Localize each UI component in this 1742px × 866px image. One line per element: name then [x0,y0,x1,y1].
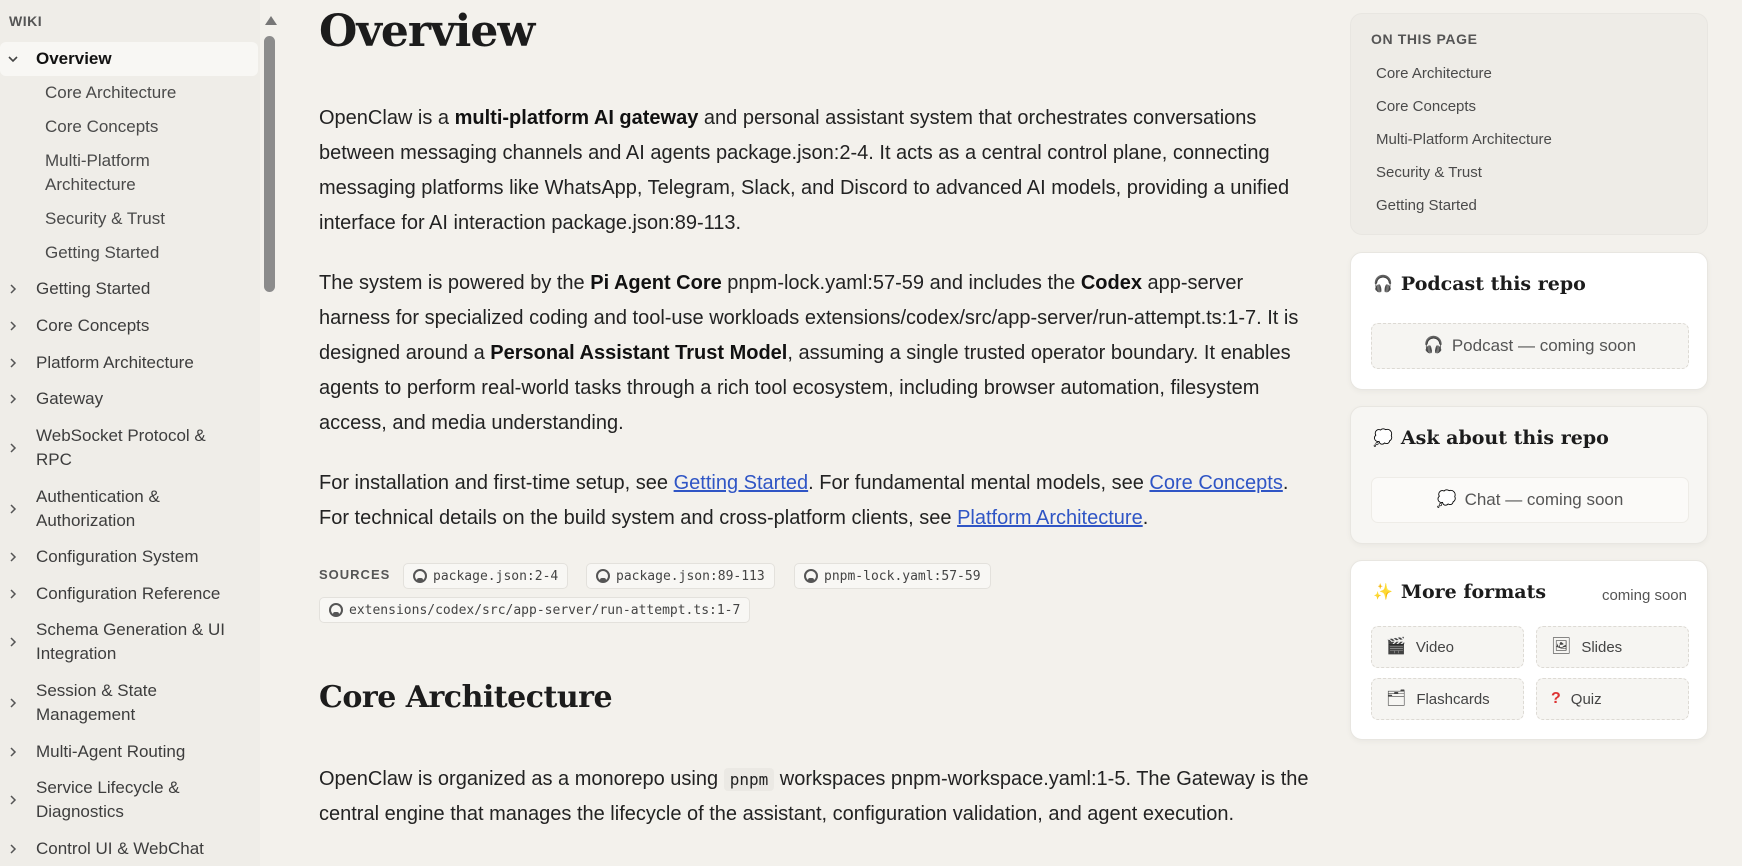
sidebar-item-gateway[interactable] [0,387,260,411]
sidebar-item-label: Platform Architecture [36,353,194,372]
source-chip[interactable]: pnpm-lock.yaml:57-59 [794,563,991,589]
sidebar-subitem-getting-started[interactable]: Getting Started [45,243,160,262]
scroll-up-arrow-icon[interactable] [265,16,277,25]
sidebar-item-label: Configuration System [36,547,199,566]
sidebar-item-overview[interactable] [0,42,258,76]
picture-icon: 🖼 [1551,638,1572,655]
source-chip[interactable]: package.json:89-113 [586,563,775,589]
link-getting-started[interactable]: Getting Started [673,472,809,494]
sidebar-item-label: Getting Started [36,279,151,298]
folder-icon: 🗂 [1386,690,1407,707]
chevron-right-icon [6,502,20,516]
sidebar-item-label: Multi-Agent Routing [36,742,186,761]
chevron-right-icon [6,441,20,455]
sidebar-item-getting-started[interactable] [0,277,260,301]
chevron-right-icon [6,793,20,807]
github-icon [596,569,610,583]
sidebar-item-core-concepts[interactable] [0,314,260,338]
main-content [319,0,1319,866]
source-chip[interactable]: package.json:2-4 [403,563,568,589]
source-chip[interactable]: extensions/codex/src/app-server/run-attempt.ts:1-7 [319,597,750,623]
ask-card [1350,406,1708,544]
sidebar-subitem-core-concepts[interactable]: Core Concepts [45,117,159,136]
toc-item-multi-platform-architecture[interactable]: Multi-Platform Architecture [1376,131,1552,148]
scrollbar-thumb[interactable] [264,36,275,292]
sidebar-item-label: Service Lifecycle & Diagnostics [36,778,180,821]
flashcards-button[interactable]: 🗂 Flashcards [1371,678,1524,720]
headphones-icon: 🎧 [1423,337,1444,354]
podcast-button[interactable]: 🎧 Podcast — coming soon [1371,323,1689,369]
toc-title: ON THIS PAGE [1371,31,1478,47]
formats-status: coming soon [1601,587,1687,604]
link-core-concepts[interactable]: Core Concepts [1149,472,1283,494]
chevron-right-icon [6,587,20,601]
inline-code: pnpm [724,768,775,791]
page-title: Overview [319,6,535,57]
links-paragraph: For installation and first-time setup, see Getting Started. For fundamental mental models, see Core Concepts. For technical details on the build system and cross-platform clients, see Platform Architecture. [319,472,1289,529]
sidebar-heading: WIKI [9,13,43,29]
speech-bubble-icon: 💭 [1373,428,1393,447]
system-paragraph: The system is powered by the Pi Agent Core pnpm-lock.yaml:57-59 and includes the Codex app-server harness for specialized coding and tool-use workloads extensions/codex/src/app-server/run-attempt.ts:1-7. It is designed around a Personal Assistant Trust Model, assuming a single trusted operator boundary. It enables agents to perform real-world tasks through a rich tool ecosystem, including browser automation, filesystem access, and media understanding. [319,272,1299,434]
speech-bubble-icon: 💭 [1436,491,1457,508]
github-icon [413,569,427,583]
chat-button[interactable]: 💭 Chat — coming soon [1371,477,1689,523]
headphones-icon: 🎧 [1373,274,1393,293]
sidebar-item-label: Schema Generation & UI Integration [36,620,225,663]
video-button[interactable]: 🎬 Video [1371,626,1524,668]
sidebar-item-label: Authentication & Authorization [36,487,160,530]
toc-item-core-concepts[interactable]: Core Concepts [1376,98,1477,115]
github-icon [804,569,818,583]
sources-label: SOURCES [319,567,391,582]
chevron-right-icon [6,392,20,406]
question-mark-icon: ? [1551,690,1561,707]
sidebar-item-authentication[interactable] [0,485,260,533]
sidebar-item-label: Overview [36,49,112,68]
quiz-button[interactable]: ? Quiz [1536,678,1689,720]
sidebar-item-session-state[interactable] [0,679,260,727]
sidebar-item-label: Control UI & WebChat [36,839,204,858]
more-formats-card [1350,560,1708,740]
podcast-card [1350,252,1708,390]
sidebar-item-websocket-protocol[interactable] [0,424,260,472]
chevron-right-icon [6,635,20,649]
chevron-right-icon [6,356,20,370]
sidebar-item-label: Configuration Reference [36,584,221,603]
sidebar-scrollbar[interactable] [260,0,280,866]
chevron-down-icon [6,52,20,66]
right-rail [1350,0,1708,866]
sidebar-item-label: WebSocket Protocol & RPC [36,426,206,469]
chevron-right-icon [6,842,20,856]
formats-title: ✨ More formats [1373,581,1547,603]
sidebar-item-label: Gateway [36,389,104,408]
toc-item-getting-started[interactable]: Getting Started [1376,197,1477,214]
chevron-right-icon [6,550,20,564]
sidebar-item-service-lifecycle[interactable] [0,776,260,824]
chevron-right-icon [6,319,20,333]
sidebar-item-control-ui[interactable] [0,837,260,861]
section-heading-core-architecture: Core Architecture [319,680,613,715]
sidebar-item-configuration-reference[interactable] [0,582,260,606]
clapper-board-icon: 🎬 [1386,638,1406,655]
toc-item-security-trust[interactable]: Security & Trust [1376,164,1482,181]
on-this-page [1350,13,1708,235]
sidebar-subitem-core-architecture[interactable]: Core Architecture [45,83,177,102]
sidebar-item-schema-generation[interactable] [0,618,260,666]
github-icon [329,603,343,617]
ask-title: 💭 Ask about this repo [1373,427,1609,449]
chevron-right-icon [6,282,20,296]
sidebar [0,0,260,866]
architecture-paragraph: OpenClaw is organized as a monorepo using pnpm workspaces pnpm-workspace.yaml:1-5. The Gateway is the central engine that manages the lifecycle of the assistant, configuration validation, and agent execution. [319,768,1309,825]
toc-item-core-architecture[interactable]: Core Architecture [1376,65,1492,82]
link-platform-architecture[interactable]: Platform Architecture [957,507,1143,529]
sidebar-item-label: Session & State Management [36,681,157,724]
chevron-right-icon [6,696,20,710]
podcast-title: 🎧 Podcast this repo [1373,273,1586,295]
sidebar-item-multi-agent-routing[interactable] [0,740,260,764]
chevron-right-icon [6,745,20,759]
sidebar-item-platform-architecture[interactable] [0,351,260,375]
sidebar-subitem-multi-platform-architecture[interactable]: Multi-Platform Architecture [45,151,150,194]
sidebar-item-label: Core Concepts [36,316,150,335]
slides-button[interactable]: 🖼 Slides [1536,626,1689,668]
intro-paragraph: OpenClaw is a multi-platform AI gateway and personal assistant system that orchestrates conversations between messaging channels and AI agents package.json:2-4. It acts as a central control plane, connecting messaging platforms like WhatsApp, Telegram, Slack, and Discord to advanced AI models, providing a unified interface for AI interaction package.json:89-113. [319,107,1290,234]
sidebar-item-configuration-system[interactable] [0,545,260,569]
sidebar-subitem-security-trust[interactable]: Security & Trust [45,209,165,228]
sparkles-icon: ✨ [1373,582,1393,601]
